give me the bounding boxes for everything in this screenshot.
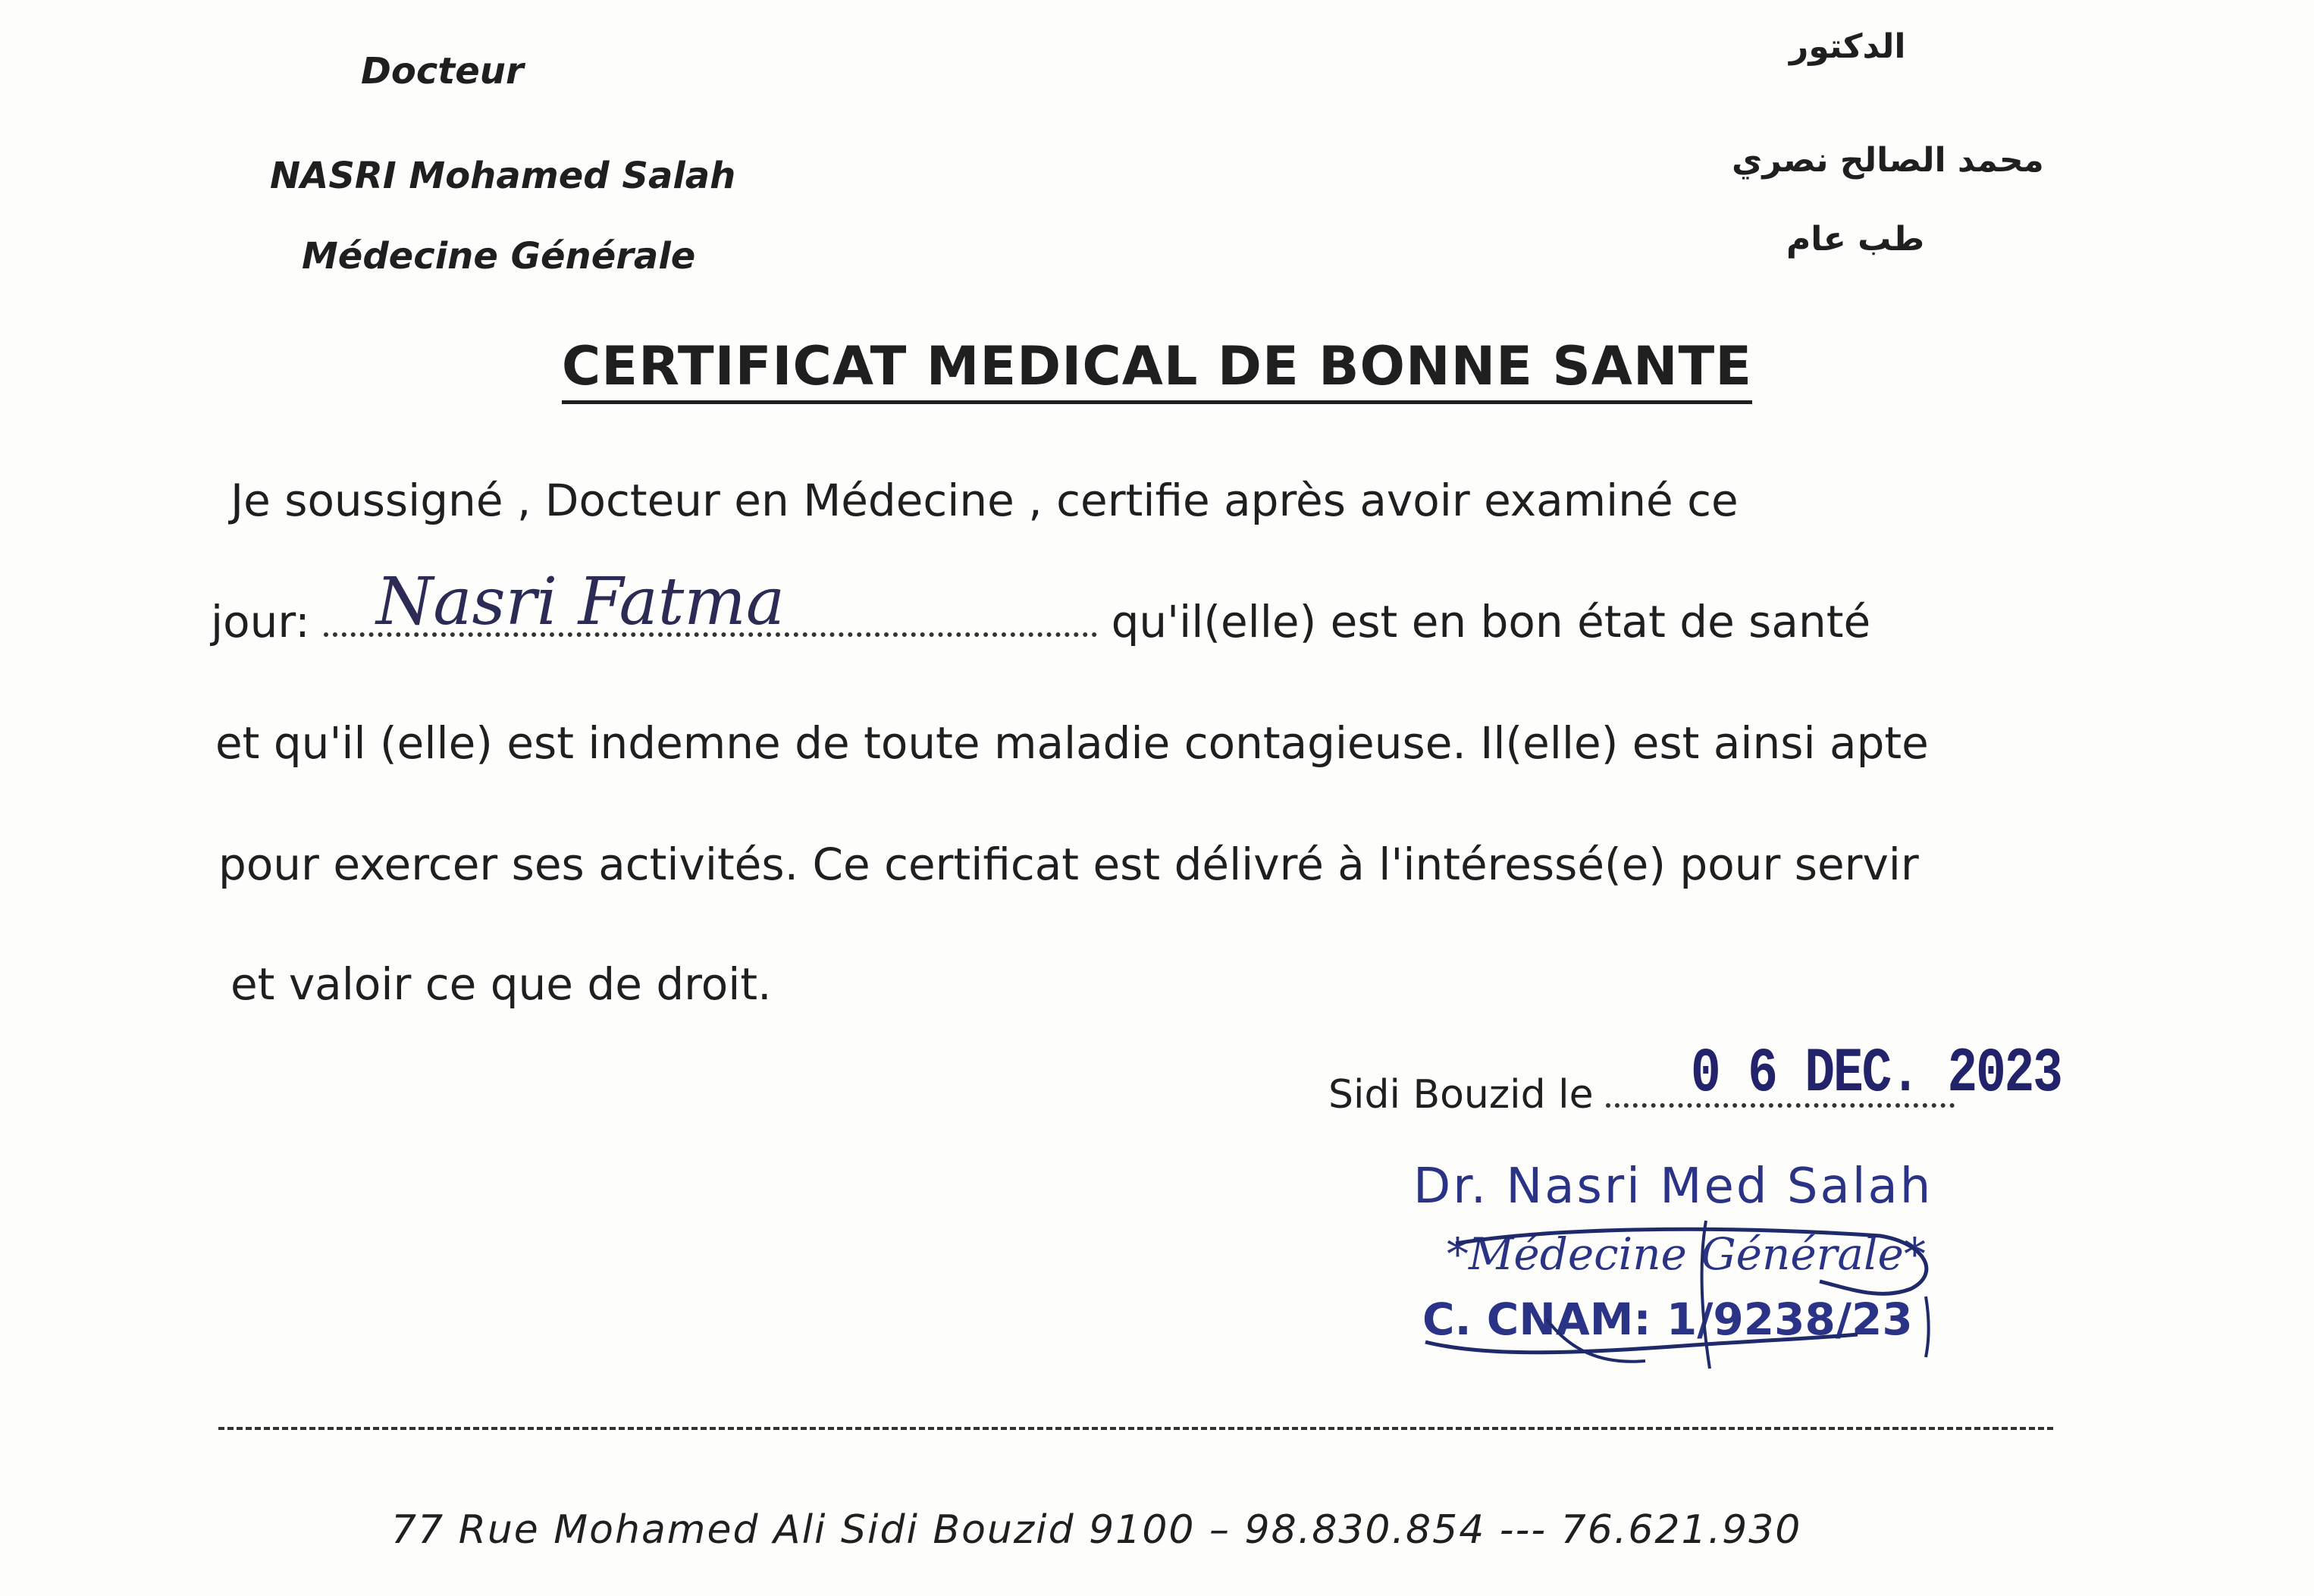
doctor-title-ar: الدكتور — [1789, 27, 1906, 66]
certificate-title — [0, 335, 2314, 397]
handwritten-patient-name: Nasri Fatma — [376, 564, 785, 640]
doctor-specialty-fr: Médecine Générale — [302, 235, 696, 277]
stamp-cnam-number: C. CNAM: 1/9238/23 — [1422, 1293, 1913, 1345]
stamp-specialty: *Médecine Générale* — [1447, 1228, 1926, 1280]
doctor-name-ar: محمد الصالح نصري — [1732, 141, 2044, 180]
footer-address: 77 Rue Mohamed Ali Sidi Bouzid 9100 – 98.830.854 --- 76.621.930 — [391, 1507, 1802, 1553]
certificate-line-3: et qu'il (elle) est indemne de toute maladie contagieuse. Il(elle) est ainsi apte — [215, 717, 1929, 769]
certificate-line-4: pour exercer ses activités. Ce certificat est délivré à l'intéressé(e) pour servir — [218, 839, 1919, 890]
doctor-title-fr: Docteur — [361, 50, 524, 92]
doctor-specialty-ar: طب عام — [1786, 220, 1925, 259]
date-stamp: 0 6 DEC. 2023 — [1691, 1038, 2062, 1109]
line-2-suffix: qu'il(elle) est en bon état de santé — [1111, 596, 1871, 647]
certificate-line-5: et valoir ce que de droit. — [230, 958, 772, 1010]
date-label: Sidi Bouzid le — [1328, 1072, 1594, 1118]
certificate-line-1: Je soussigné , Docteur en Médecine , certifie après avoir examiné ce — [230, 475, 1739, 526]
footer-divider — [218, 1427, 2053, 1430]
doctor-name-fr: NASRI Mohamed Salah — [270, 155, 736, 197]
stamp-doctor-name: Dr. Nasri Med Salah — [1413, 1159, 1933, 1215]
jour-label: jour: — [211, 596, 310, 647]
certificate-title-text: CERTIFICAT MEDICAL DE BONNE SANTE — [562, 335, 1752, 404]
signature-scribble — [1395, 1206, 1956, 1372]
